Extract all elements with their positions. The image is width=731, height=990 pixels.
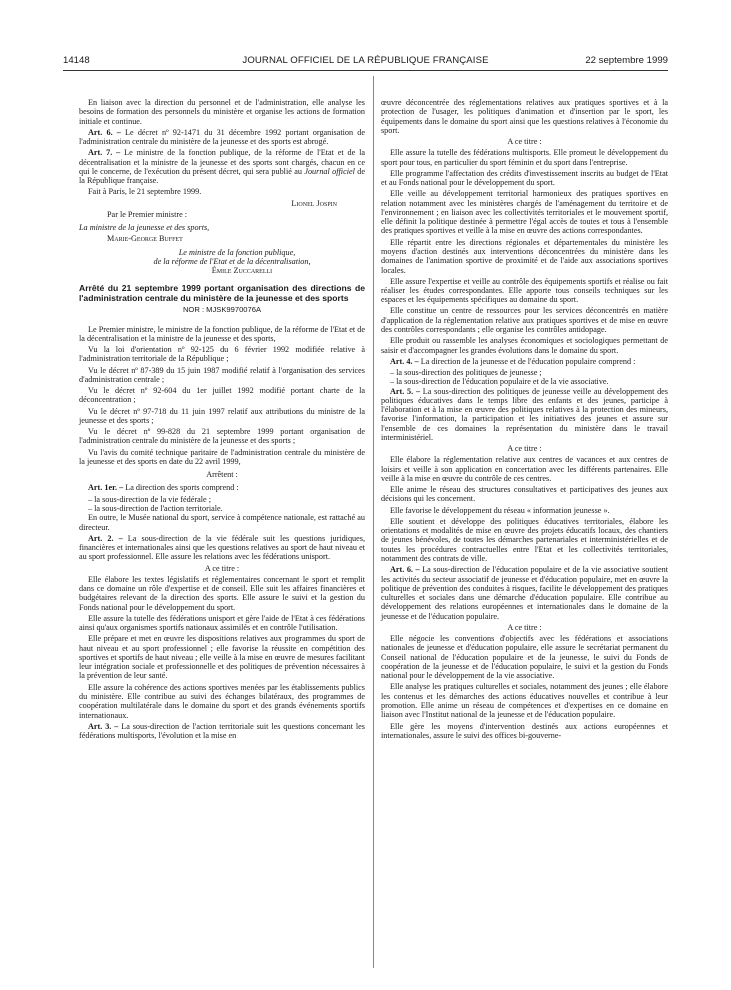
article-5: Art. 5. – La sous-direction des politiques de jeunesse veille au développement des politiques éducatives dans le temps libre des enfants et des jeunes, participe à l'élaboration et à la mise en œuvre des politiques relatives à la protection des mineurs, favorise l'information, la participation et les initiatives des jeunes et assure sur l'ensemble de ces domaines la représentation du ministère dans le travail interministériel. — [381, 386, 668, 442]
visa: Vu le décret nº 92-604 du 1er juillet 1992 modifié portant charte de la déconcentration ; — [79, 386, 365, 405]
visa: Vu l'avis du comité technique paritaire de l'administration centrale du ministère de la jeunesse et des sports en date du 22 avril 1999, — [79, 447, 365, 466]
article-4: Art. 4. – La direction de la jeunesse et de l'éducation populaire comprend : — [390, 356, 636, 366]
paragraph: En liaison avec la direction du personnel et de l'administration, elle analyse les besoins de formation des personnels du ministère et organise les actions de formation initiale et continue. — [79, 98, 365, 126]
article-3: Art. 3. – La sous-direction de l'action territoriale suit les questions concernant les fédérations multisports, l'évolution et la mise en — [79, 721, 365, 741]
article-2: Art. 2. – La sous-direction de la vie fédérale suit les questions juridiques, financières et internationales ainsi que les questions relatives au sport de haut niveau et au sport professionnel. Elle assure les relations avec les fédérations unisport. — [79, 533, 365, 562]
paragraph: Elle analyse les pratiques culturelles et sociales, notamment des jeunes ; elle élabore les contenus et les démarches des actions éducatives nouvelles et contribue à leur promotion. Elle anime un réseau de compétences et d'expertises en ce domaine en liaison avec l'Institut national de la jeunesse et de l'éducation populaire. — [381, 682, 668, 720]
article-6: Art. 6. – Le décret nº 92-1471 du 31 décembre 1992 portant organisation de l'administration centrale du ministère de la jeunesse et des sports est abrogé. — [79, 127, 365, 147]
fait-a-paris: Fait à Paris, le 21 septembre 1999. — [88, 187, 202, 197]
journal-title: JOURNAL OFFICIEL DE LA RÉPUBLIQUE FRANÇAISE — [242, 55, 489, 66]
minister2-name: Émile Zuccarelli — [211, 266, 273, 276]
page-header — [63, 55, 668, 69]
paragraph: Elle répartit entre les directions régionales et départementales du ministère les moyens d'action destinés aux interventions déconcentrées du ministère dans les domaines de l'animation sportive de proximité et de l'aide aux associations sportives locales. — [381, 237, 668, 275]
signature-prime-minister: Lionel Jospin — [291, 198, 337, 208]
visa: Vu le décret nº 99-828 du 21 septembre 1999 portant organisation de l'administration centrale du ministère de la jeunesse et des sports ; — [79, 427, 365, 446]
paragraph: Elle assure la tutelle des fédérations multisports. Elle promeut le développement du sport pour tous, en particulier du sport féminin et du sport dans l'entreprise. — [381, 148, 668, 167]
arrete-title: Arrêté du 21 septembre 1999 portant organisation des directions de l'administration centrale du ministère de la jeunesse et des sports — [79, 283, 365, 303]
list-item: – la sous-direction de l'éducation populaire et de la vie associative. — [390, 377, 609, 387]
minister-title: La ministre de la jeunesse et des sports, — [79, 223, 210, 233]
paragraph: Elle assure la cohérence des actions sportives menées par les établissements publics du ministère. Elle contribue au suivi des échanges bilatéraux, des programmes de coopération multilatérale dans le domaine du sport et des grands événements sportifs internationaux. — [79, 682, 365, 720]
a-ce-titre: A ce titre : — [507, 137, 542, 147]
paragraph: Elle constitue un centre de ressources pour les services déconcentrés en matière d'application de la réglementation relative aux pratiques sportives et de mise en œuvre des contrôles correspondants ; elle organise les contrôles antidopage. — [381, 306, 668, 335]
visa: Vu le décret nº 97-718 du 11 juin 1997 relatif aux attributions du ministre de la jeunesse et des sports ; — [79, 406, 365, 425]
article-6-jeunesse: Art. 6. – La sous-direction de l'éducation populaire et de la vie associative soutient les activités du secteur associatif de jeunesse et d'éducation populaire, met en œuvre la politique de prévention des conduites à risques, facilite le développement des pratiques culturelles et sociales dans une démarche d'éducation populaire. Elle contribue au développement des relations européennes et internationales dans le domaine de la jeunesse et de l'éducation populaire. — [381, 565, 668, 621]
paragraph: Elle assure l'expertise et veille au contrôle des équipements sportifs et réalise ou fait réaliser les études correspondantes. Elle apporte tous conseils techniques sur les espaces et les équipements spécifiques au domaine du sport. — [381, 276, 668, 305]
paragraph: Elle veille au développement territorial harmonieux des pratiques sportives en relation notamment avec les ministères chargés de l'aménagement du territoire et de l'environnement ; en liaison avec les collectivités territoriales et le mouvement sportif, elle définit la politique destinée à permettre l'égal accès de toutes et tous à l'ensemble des pratiques sportives et veille à la mise en œuvre des actions correspondantes. — [381, 189, 668, 236]
header-rule — [63, 70, 668, 71]
column-divider — [373, 76, 374, 968]
paragraph: En outre, le Musée national du sport, service à compétence nationale, est rattaché au directeur. — [79, 513, 365, 532]
nor-reference: NOR : MJSK9970076A — [182, 305, 262, 315]
paragraph: Elle élabore la réglementation relative aux centres de vacances et aux centres de loisirs et veille à son application en concertation avec les différents partenaires. Elle veille à la mise en œuvre du contrôle de ces centres. — [381, 455, 668, 483]
a-ce-titre: A ce titre : — [204, 563, 240, 573]
paragraph: Elle anime le réseau des structures consultatives et participatives des jeunes aux décisions qui les concernent. — [381, 485, 668, 504]
list-item: – la sous-direction de la vie fédérale ; — [88, 494, 211, 504]
minister2-title-1: Le ministre de la fonction publique, — [178, 247, 296, 257]
list-item: – la sous-direction de l'action territoriale. — [88, 503, 223, 513]
right-column — [381, 98, 668, 742]
list-item: – la sous-direction des politiques de jeunesse ; — [390, 367, 542, 377]
paragraph: Elle favorise le développement du réseau « information jeunesse ». — [390, 505, 610, 515]
left-column — [79, 98, 365, 742]
arretent: Arrêtent : — [206, 470, 238, 480]
paragraph: Elle assure la tutelle des fédérations unisport et gère l'aide de l'Etat à ces fédérations ainsi qu'aux organismes sportifs nationaux assimilés et en contrôle l'utilisation. — [79, 613, 365, 633]
publication-date: 22 septembre 1999 — [585, 55, 668, 66]
paragraph: Elle élabore les textes législatifs et réglementaires concernant le sport et remplit dans ce domaine un rôle d'expertise et de conseil. Elle suit les affaires financières et budgétaires relevant de la direction des sports. Elle assure le suivi et la gestion du Fonds national pour le développement du sport. — [79, 574, 365, 612]
paragraph: Elle négocie les conventions d'objectifs avec les fédérations et associations nationales de jeunesse et d'éducation populaire, elle assure le secrétariat permanent du Conseil national de l'éducation populaire et de la jeunesse, le suivi du Fonds de coopération de la jeunesse et de l'éducation populaire, le suivi et la gestion du Fonds national pour le développement de la vie associative. — [381, 634, 668, 681]
paragraph: Elle programme l'affectation des crédits d'investissement inscrits au budget de l'Etat et au Fonds national pour le développement du sport. — [381, 168, 668, 188]
a-ce-titre: A ce titre : — [507, 622, 542, 632]
paragraph: Elle prépare et met en œuvre les dispositions relatives aux programmes du sport de haut niveau et au sport professionnel ; elle favorise la réussite en compétition des sportives et sportifs de haut niveau ; elle veille à la mise en œuvre de mesures facilitant leur intégration sociale et professionnelle et des politiques de prévention nécessaires à la prévention de leur santé. — [79, 634, 365, 681]
paragraph: Elle produit ou rassemble les analyses économiques et sociologiques permettant de saisir et d'accompagner les grandes évolutions dans le domaine du sport. — [381, 336, 668, 355]
visa: Vu le décret nº 87-389 du 15 juin 1987 modifié relatif à l'organisation des services d'administration centrale ; — [79, 365, 365, 384]
paragraph: Elle soutient et développe des politiques éducatives territoriales, élabore les orientations et modalités de mise en œuvre des projets éducatifs locaux, des chantiers de jeunes bénévoles, de toutes les démarches partenariales et interministérielles et de toutes les procédures contractuelles entre l'Etat et les collectivités territoriales, notamment des contrats de ville. — [381, 516, 668, 564]
a-ce-titre: A ce titre : — [507, 444, 542, 454]
article-1: Art. 1er. – La direction des sports comprend : — [88, 483, 239, 493]
minister2-title-2: de la réforme de l'Etat et de la décentralisation, — [153, 256, 311, 266]
paragraph: œuvre déconcentrée des réglementations relatives aux pratiques sportives et à la protection de l'usager, les politiques d'animation et d'insertion par le sport, les équipements dans le domaine du sport ainsi que les questions relatives à l'économie du sport. — [381, 98, 668, 135]
page-number: 14148 — [63, 55, 90, 66]
article-7: Art. 7. – Le ministre de la fonction publique, de la réforme de l'Etat et de la décentralisation et la ministre de la jeunesse et des sports sont chargés, chacun en ce qui le concerne, de l'exécution du présent décret, qui sera publié au Journal officiel de la République française. — [79, 148, 366, 186]
visa: Vu la loi d'orientation nº 92-125 du 6 février 1992 modifiée relative à l'administration territoriale de la République ; — [79, 345, 365, 364]
paragraph: Elle gère les moyens d'intervention destinés aux actions européennes et internationales, assure le suivi des offices bi-gouverne- — [381, 721, 668, 740]
visa: Le Premier ministre, le ministre de la fonction publique, de la réforme de l'Etat et de la décentralisation et la ministre de la jeunesse et des sports, — [79, 324, 365, 343]
minister-name: Marie-George Buffet — [107, 234, 183, 244]
par-le-premier-ministre: Par le Premier ministre : — [107, 209, 188, 219]
